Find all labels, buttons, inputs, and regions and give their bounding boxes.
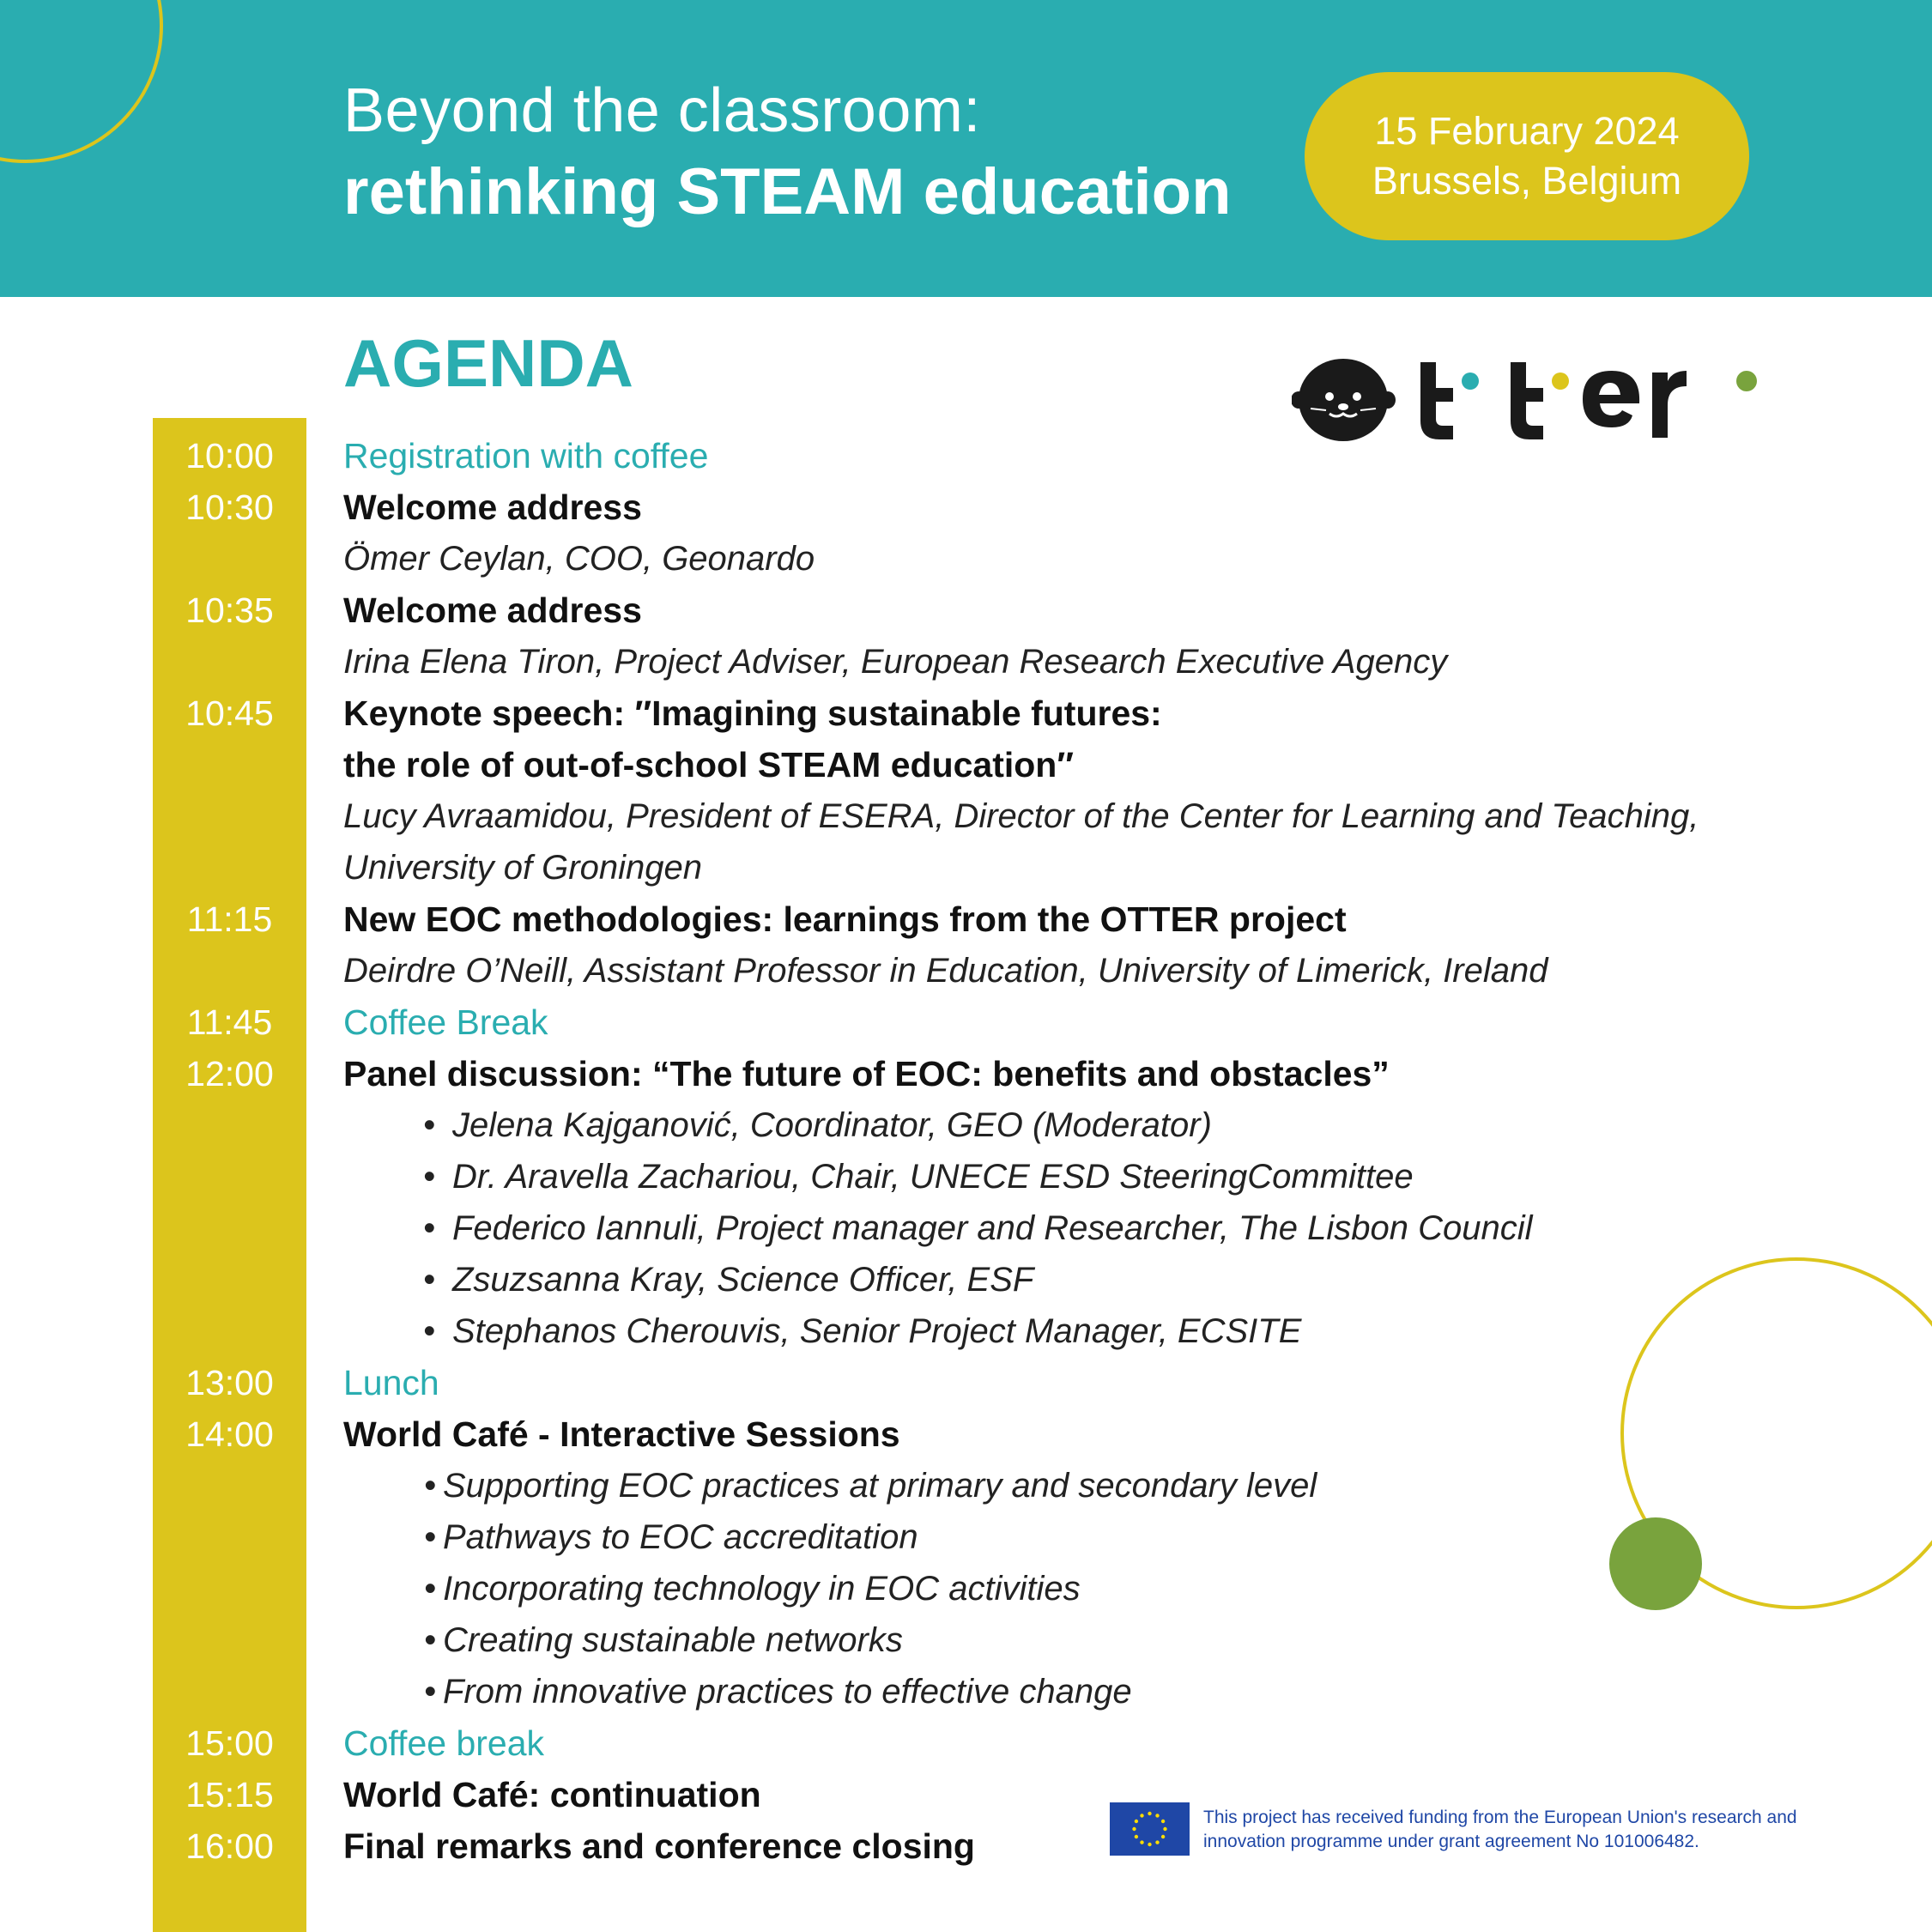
agenda-item-speaker: Deirdre O’Neill, Assistant Professor in Education, University of Limerick, Ireland [343,952,1548,990]
time-slot: 13:00 [185,1363,274,1402]
bullet: • [424,1570,437,1608]
session-item: Incorporating technology in EOC activities [443,1570,1081,1608]
date-location-badge [1305,72,1749,240]
panelist-item: Federico Iannuli, Project manager and Researcher, The Lisbon Council [452,1209,1533,1247]
funding-notice [1203,1806,1890,1854]
bullet: • [424,1467,437,1505]
event-location: Brussels, Belgium [1372,159,1682,203]
panelist-item: Stephanos Cherouvis, Senior Project Manager, ECSITE [452,1312,1302,1350]
session-item: Creating sustainable networks [443,1621,903,1659]
agenda-item-speaker: Irina Elena Tiron, Project Adviser, European Research Executive Agency [343,643,1448,681]
bullet: • [424,1621,437,1659]
time-slot: 10:00 [185,436,274,475]
agenda-item-title: Welcome address [343,488,642,527]
agenda-item-lunch: Lunch [343,1363,439,1402]
panelist-item: Jelena Kajganović, Coordinator, GEO (Moderator) [452,1106,1212,1144]
time-column [153,418,306,1932]
otter-face-icon [1292,359,1396,441]
time-slot: 16:00 [185,1826,274,1866]
header-banner [0,0,1932,297]
agenda-item-title: New EOC methodologies: learnings from the OTTER project [343,899,1347,939]
panelist-item: Dr. Aravella Zachariou, Chair, UNECE ESD SteeringCommittee [452,1158,1414,1196]
agenda-item-speaker: University of Groningen [343,849,702,887]
session-item: From innovative practices to effective change [443,1673,1132,1711]
session-item: Pathways to EOC accreditation [443,1518,918,1556]
bullet: • [423,1209,436,1247]
otter-logo [1292,352,1759,442]
agenda-item-title: Final remarks and conference closing [343,1826,975,1866]
time-slot: 12:00 [185,1054,274,1093]
event-title-line1: Beyond the classroom: [343,76,981,145]
bullet: • [423,1312,436,1350]
panelist-item: Zsuzsanna Kray, Science Officer, ESF [452,1261,1034,1299]
time-slot: 15:00 [185,1723,274,1763]
session-item: Supporting EOC practices at primary and secondary level [443,1467,1317,1505]
agenda-item-speaker: Lucy Avraamidou, President of ESERA, Director of the Center for Learning and Teaching, [343,797,1699,835]
time-slot: 15:15 [185,1775,274,1814]
event-date: 15 February 2024 [1374,109,1680,153]
agenda-heading: AGENDA [343,325,634,401]
agenda-item-title: the role of out-of-school STEAM education″ [343,745,1074,784]
agenda-item-title: Keynote speech: ″Imagining sustainable futures: [343,693,1162,733]
time-slot: 10:45 [185,693,274,733]
bullet: • [423,1261,436,1299]
decorative-dot [1609,1517,1702,1610]
agenda-item-registration: Registration with coffee [343,436,709,475]
funding-line: This project has received funding from the European Union's research and [1203,1808,1797,1827]
time-slot: 11:15 [186,899,273,939]
bullet: • [424,1673,437,1711]
bullet: • [423,1106,436,1144]
time-slot: 14:00 [185,1414,274,1454]
agenda-item-title: World Café - Interactive Sessions [343,1414,900,1454]
decorative-ring [0,0,163,163]
agenda-item-break: Coffee break [343,1723,545,1763]
bullet: • [423,1158,436,1196]
bullet: • [424,1518,437,1556]
agenda-item-title: World Café: continuation [343,1775,761,1814]
time-slot: 10:35 [185,591,274,630]
funding-line: innovation programme under grant agreement No 101006482. [1203,1832,1699,1851]
agenda-item-title: Welcome address [343,591,642,630]
eu-flag-icon [1110,1802,1190,1856]
event-title-line2: rethinking STEAM education [343,155,1232,228]
time-slot: 10:30 [185,488,274,527]
agenda-item-title: Panel discussion: “The future of EOC: benefits and obstacles” [343,1054,1390,1093]
time-slot: 11:45 [186,1002,273,1042]
agenda-item-speaker: Ömer Ceylan, COO, Geonardo [343,540,815,578]
agenda-item-break: Coffee Break [343,1002,548,1042]
logo-lettering [1420,362,1757,439]
